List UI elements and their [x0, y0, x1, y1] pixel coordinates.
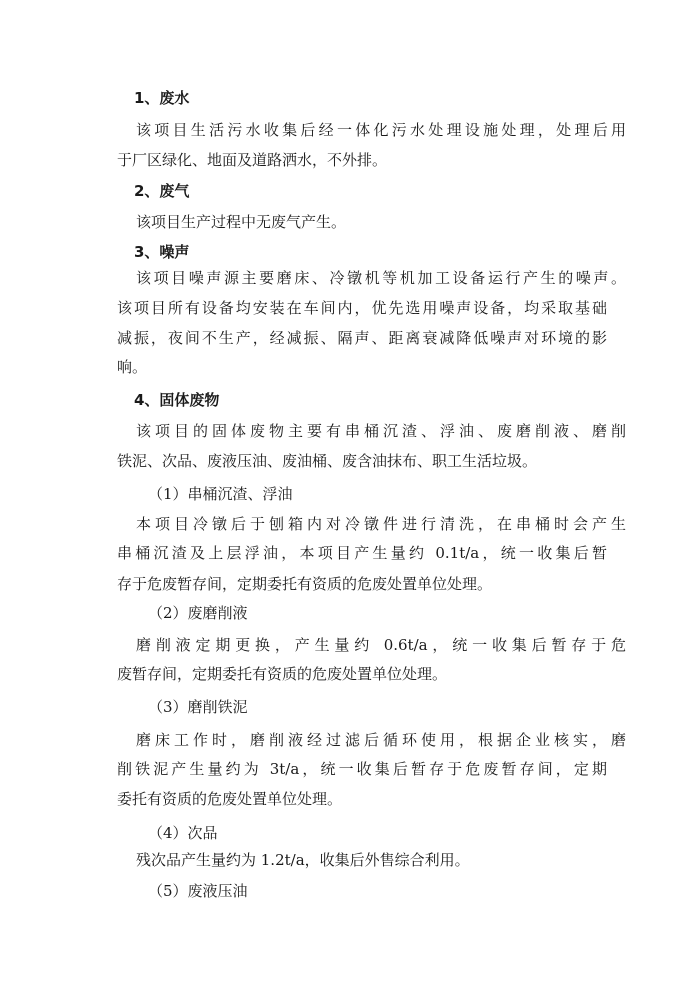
paragraph-line: 该项目的固体废物主要有串桶沉渣、浮油、废磨削液、磨削 — [136, 422, 626, 440]
paragraph-line: 废暂存间，定期委托有资质的危废处置单位处理。 — [117, 665, 448, 683]
paragraph-line: 残次品产生量约为 1.2t/a，收集后外售综合利用。 — [136, 851, 470, 869]
paragraph-line: 本项目冷镦后于刨箱内对冷镦件进行清洗，在串桶时会产生 — [136, 515, 626, 533]
paragraph-line: 该项目生活污水收集后经一体化污水处理设施处理，处理后用 — [136, 121, 626, 139]
paragraph-line: 响。 — [117, 358, 148, 376]
paragraph-line: 该项目生产过程中无废气产生。 — [136, 213, 347, 231]
paragraph-line: 该项目噪声源主要磨床、冷镦机等机加工设备运行产生的噪声。 — [136, 269, 626, 287]
subsection-heading: （4）次品 — [148, 824, 218, 842]
section-heading-wastewater: 1、废水 — [134, 89, 190, 107]
subsection-heading: （1）串桶沉渣、浮油 — [148, 485, 293, 503]
paragraph-line: 存于危废暂存间，定期委托有资质的危废处置单位处理。 — [117, 575, 493, 593]
section-heading-solid-waste: 4、固体废物 — [134, 391, 220, 409]
paragraph-line: 串桶沉渣及上层浮油，本项目产生量约 0.1t/a，统一收集后暂 — [117, 544, 607, 562]
section-heading-noise: 3、噪声 — [134, 243, 190, 261]
section-heading-exhaust-gas: 2、废气 — [134, 182, 190, 200]
subsection-heading: （2）废磨削液 — [148, 604, 248, 622]
paragraph-line: 磨削液定期更换，产生量约 0.6t/a，统一收集后暂存于危 — [136, 636, 626, 654]
paragraph-line: 委托有资质的危废处置单位处理。 — [117, 790, 343, 808]
paragraph-line: 减振，夜间不生产，经减振、隔声、距离衰减降低噪声对环境的影 — [117, 329, 607, 347]
paragraph-line: 削铁泥产生量约为 3t/a，统一收集后暂存于危废暂存间，定期 — [117, 760, 607, 778]
paragraph-line: 铁泥、次品、废液压油、废油桶、废含油抹布、职工生活垃圾。 — [117, 452, 538, 470]
paragraph-line: 磨床工作时，磨削液经过滤后循环使用，根据企业核实，磨 — [136, 731, 626, 749]
subsection-heading: （3）磨削铁泥 — [148, 698, 248, 716]
subsection-heading: （5）废液压油 — [148, 882, 248, 900]
paragraph-line: 于厂区绿化、地面及道路洒水，不外排。 — [117, 151, 388, 169]
paragraph-line: 该项目所有设备均安装在车间内，优先选用噪声设备，均采取基础 — [117, 299, 607, 317]
